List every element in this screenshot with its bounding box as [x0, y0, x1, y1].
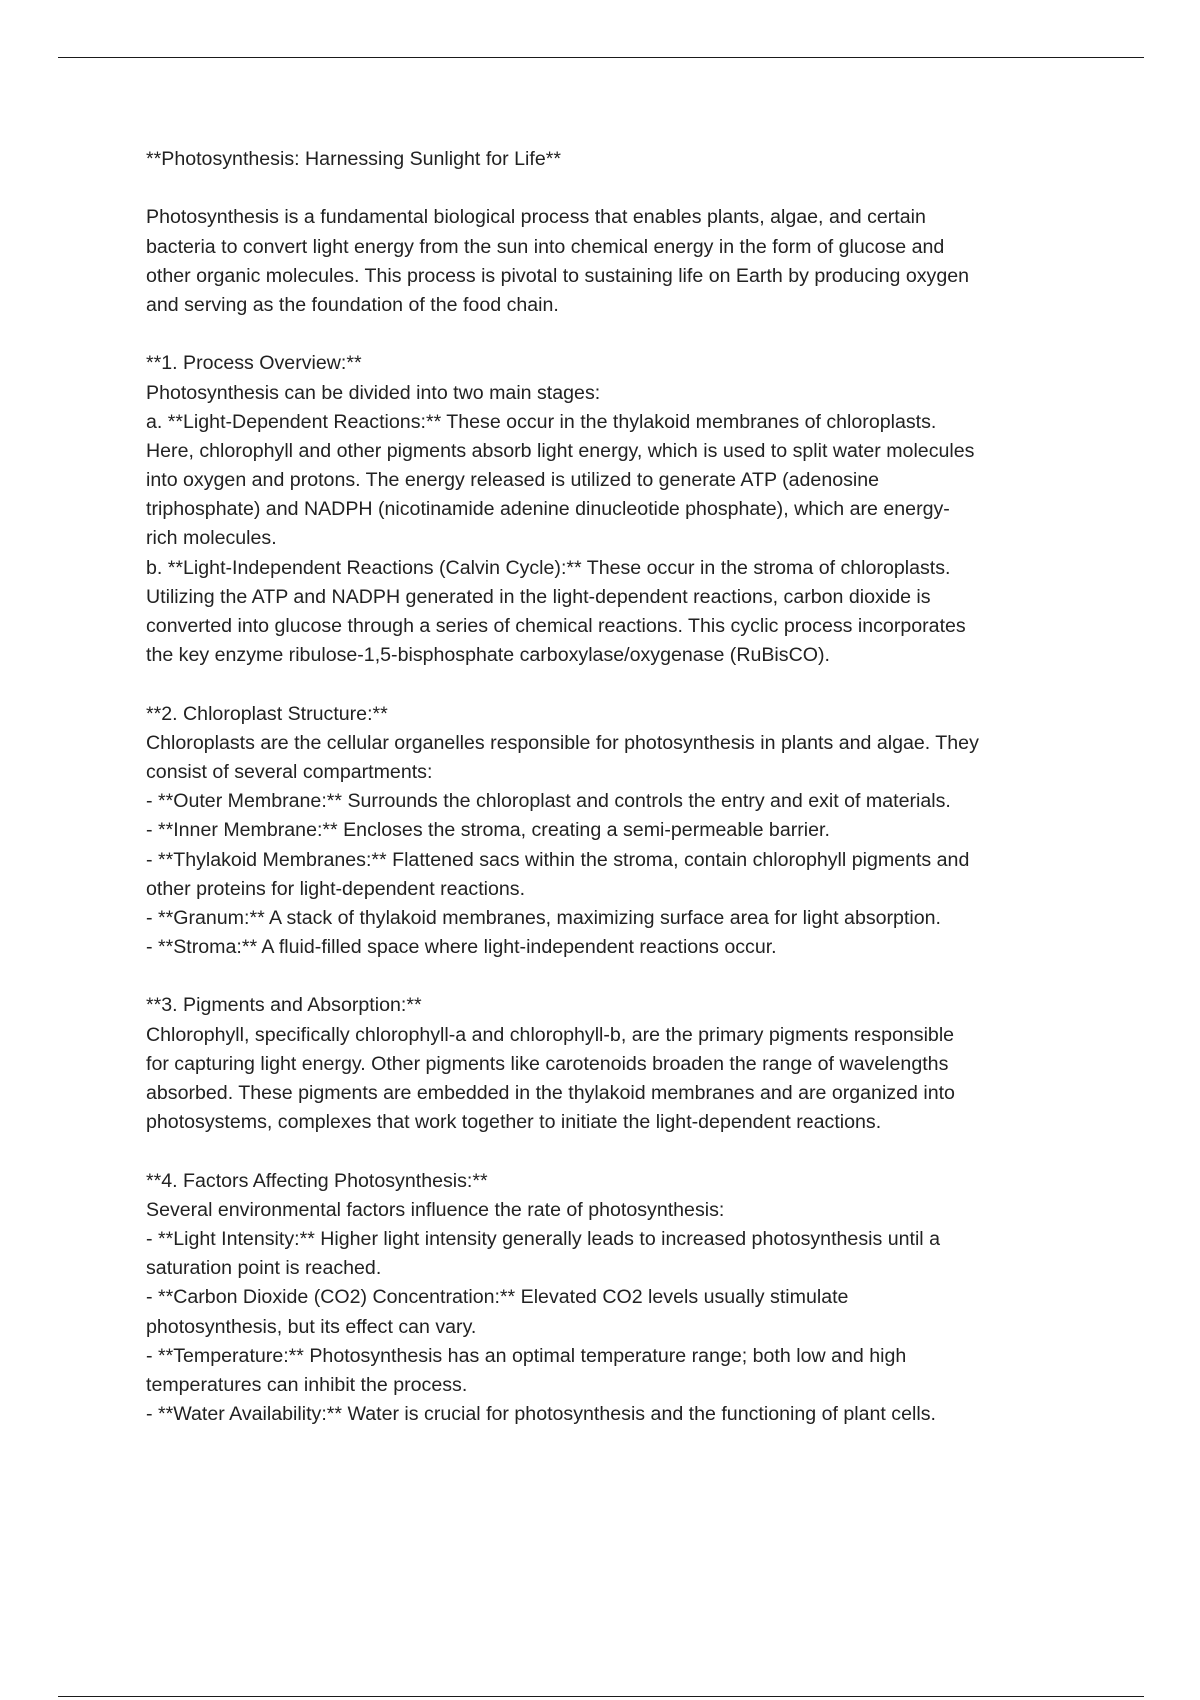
section-factors: [146, 1167, 1156, 1430]
section-heading: **4. Factors Affecting Photosynthesis:**: [146, 1169, 488, 1192]
top-rule: [58, 57, 1144, 58]
list-item: - **Granum:** A stack of thylakoid membranes, maximizing surface area for light absorption.: [146, 906, 941, 929]
section-heading: **1. Process Overview:**: [146, 352, 362, 375]
text-line: Chlorophyll, specifically chlorophyll-a and chlorophyll-b, are the primary pigments responsible: [146, 1023, 955, 1046]
text-line: Chloroplasts are the cellular organelles responsible for photosynthesis in plants and algae. They: [146, 731, 979, 754]
text-line: Several environmental factors influence the rate of photosynthesis:: [146, 1198, 725, 1221]
list-item: - **Outer Membrane:** Surrounds the chloroplast and controls the entry and exit of materials.: [146, 790, 951, 813]
list-item: - **Water Availability:** Water is crucial for photosynthesis and the functioning of plant cells.: [146, 1403, 936, 1426]
text-line: consist of several compartments:: [146, 760, 433, 783]
section-heading: **3. Pigments and Absorption:**: [146, 994, 422, 1017]
intro-paragraph: [146, 203, 1156, 320]
text-line: triphosphate) and NADPH (nicotinamide adenine dinucleotide phosphate), which are energy-: [146, 498, 950, 521]
text-line: Photosynthesis can be divided into two main stages:: [146, 381, 601, 404]
list-item: - **Inner Membrane:** Encloses the stroma, creating a semi-permeable barrier.: [146, 819, 830, 842]
spacer: [146, 670, 1156, 699]
section-heading: **2. Chloroplast Structure:**: [146, 702, 388, 725]
section-process-overview: [146, 349, 1156, 670]
text-line: into oxygen and protons. The energy released is utilized to generate ATP (adenosine: [146, 469, 880, 492]
text-line: Photosynthesis is a fundamental biological process that enables plants, algae, and certain: [146, 206, 926, 229]
text-line: saturation point is reached.: [146, 1257, 382, 1280]
text-line: photosystems, complexes that work together to initiate the light-dependent reactions.: [146, 1111, 882, 1134]
text-line: Here, chlorophyll and other pigments absorb light energy, which is used to split water molecules: [146, 439, 975, 462]
text-line: photosynthesis, but its effect can vary.: [146, 1315, 477, 1338]
section-pigments-absorption: [146, 991, 1156, 1137]
section-chloroplast-structure: [146, 700, 1156, 963]
text-line: temperatures can inhibit the process.: [146, 1373, 468, 1396]
text-line: other proteins for light-dependent reactions.: [146, 877, 526, 900]
document-body: [146, 145, 1156, 1429]
text-line: Utilizing the ATP and NADPH generated in the light-dependent reactions, carbon dioxide is: [146, 585, 931, 608]
text-line: rich molecules.: [146, 527, 277, 550]
text-line: the key enzyme ribulose-1,5-bisphosphate carboxylase/oxygenase (RuBisCO).: [146, 644, 830, 667]
spacer: [146, 320, 1156, 349]
bottom-rule: [58, 1696, 1144, 1697]
text-line: a. **Light-Dependent Reactions:** These occur in the thylakoid membranes of chloroplasts.: [146, 410, 937, 433]
text-line: for capturing light energy. Other pigments like carotenoids broaden the range of wavelengths: [146, 1052, 949, 1075]
text-line: b. **Light-Independent Reactions (Calvin Cycle):** These occur in the stroma of chloroplasts.: [146, 556, 951, 579]
text-line: converted into glucose through a series of chemical reactions. This cyclic process incorporates: [146, 615, 966, 637]
list-item: - **Carbon Dioxide (CO2) Concentration:** Elevated CO2 levels usually stimulate: [146, 1286, 849, 1309]
document-title: **Photosynthesis: Harnessing Sunlight for Life**: [146, 148, 561, 170]
spacer: [146, 1137, 1156, 1166]
spacer: [146, 962, 1156, 991]
text-line: and serving as the foundation of the food chain.: [146, 293, 559, 316]
list-item: - **Light Intensity:** Higher light intensity generally leads to increased photosynthesis until a: [146, 1227, 940, 1250]
list-item: - **Stroma:** A fluid-filled space where light-independent reactions occur.: [146, 936, 777, 959]
text-line: other organic molecules. This process is pivotal to sustaining life on Earth by producing oxygen: [146, 264, 970, 287]
spacer: [146, 174, 1156, 203]
list-item: - **Temperature:** Photosynthesis has an optimal temperature range; both low and high: [146, 1344, 907, 1367]
list-item: - **Thylakoid Membranes:** Flattened sacs within the stroma, contain chlorophyll pigments and: [146, 848, 970, 871]
text-line: absorbed. These pigments are embedded in the thylakoid membranes and are organized into: [146, 1082, 955, 1104]
text-line: bacteria to convert light energy from the sun into chemical energy in the form of glucose and: [146, 235, 945, 258]
